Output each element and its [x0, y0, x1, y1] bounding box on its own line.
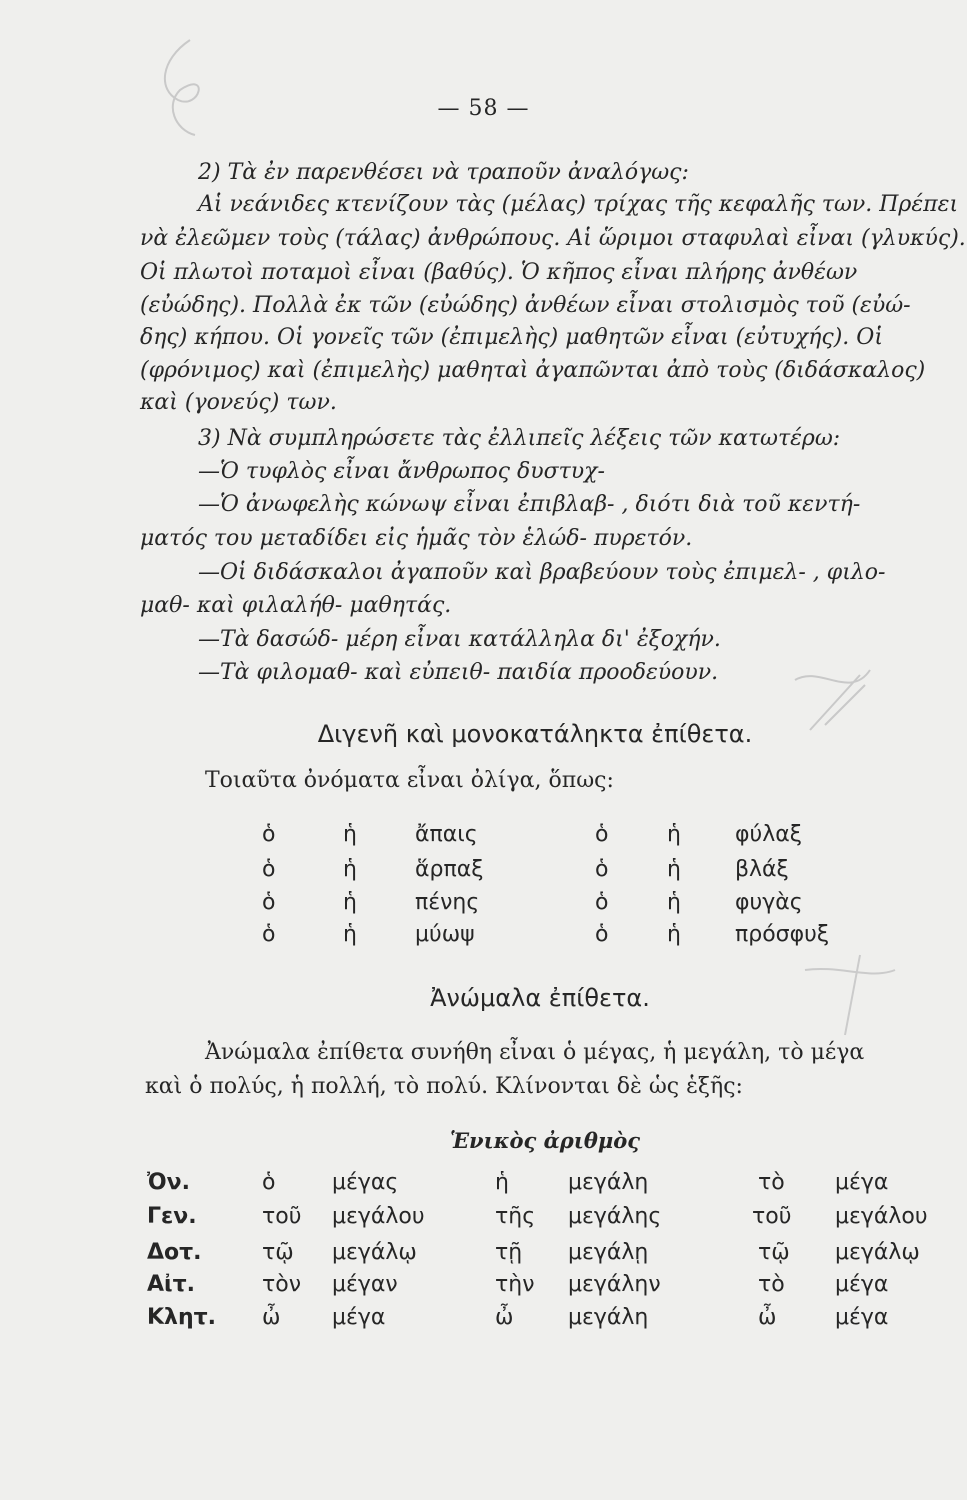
- table-cell: ὦ: [262, 1305, 281, 1330]
- table-cell: μεγάλῳ: [835, 1240, 920, 1265]
- table-cell: μεγάλῳ: [332, 1240, 417, 1265]
- list-item: ἡ: [343, 857, 357, 882]
- exercise2-line-1: 2) Τὰ ἐν παρενθέσει νὰ τραποῦν ἀναλόγως:: [198, 160, 689, 185]
- table-cell: Κλητ.: [147, 1305, 217, 1330]
- list-item: ἡ: [343, 922, 357, 947]
- table-cell: τοῦ: [262, 1204, 302, 1229]
- section1-title: Διγενῆ καὶ μονοκατάληκτα ἐπίθετα.: [317, 720, 753, 748]
- exercise2-line-4: Οἱ πλωτοὶ ποταμοὶ εἶναι (βαθύς). Ὁ κῆπος εἶναι πλήρης ἀνθέων: [140, 260, 858, 285]
- list-item: φύλαξ: [735, 822, 803, 847]
- table-cell: μεγάλου: [332, 1204, 425, 1229]
- table-cell: ὦ: [495, 1305, 514, 1330]
- table-cell: τῇ: [495, 1240, 523, 1265]
- table-cell: τοῦ: [752, 1204, 792, 1229]
- list-item: ἡ: [667, 822, 681, 847]
- table-cell: μέγα: [332, 1305, 386, 1330]
- list-item: βλάξ: [735, 857, 789, 882]
- table-cell: τὸ: [758, 1170, 785, 1195]
- table-cell: τὴν: [495, 1272, 535, 1297]
- list-item: ἡ: [343, 822, 357, 847]
- exercise2-line-7: (φρόνιμος) καὶ (ἐπιμελὴς) μαθηταὶ ἀγαπῶνται ἀπὸ τοὺς (διδάσκαλος): [140, 358, 926, 383]
- table-cell: τῆς: [495, 1204, 536, 1229]
- table-cell: τῷ: [262, 1240, 294, 1265]
- list-item: ὁ: [595, 822, 609, 847]
- table-cell: Δοτ.: [147, 1240, 202, 1265]
- exercise3-line-6: μαθ- καὶ φιλαλήθ- μαθητάς.: [140, 593, 452, 618]
- list-item: ἡ: [667, 857, 681, 882]
- list-item: φυγὰς: [735, 890, 803, 915]
- table-cell: μεγάλου: [835, 1204, 928, 1229]
- table-cell: μέγα: [835, 1170, 889, 1195]
- section2-title: Ἀνώμαλα ἐπίθετα.: [430, 984, 650, 1012]
- exercise3-line-7: —Τὰ δασώδ- μέρη εἶναι κατάλληλα δι' ἐξοχήν.: [198, 627, 721, 652]
- table-cell: μέγα: [835, 1272, 889, 1297]
- table-cell: Γεν.: [147, 1204, 197, 1229]
- exercise2-line-8: καὶ (γονεύς) των.: [140, 390, 337, 415]
- list-item: ἡ: [667, 922, 681, 947]
- section2-line-2: καὶ ὁ πολύς, ἡ πολλή, τὸ πολύ. Κλίνονται δὲ ὡς ἑξῆς:: [145, 1074, 743, 1099]
- pencil-mark-top-left: [150, 30, 230, 140]
- list-item: ἄπαις: [415, 822, 478, 847]
- list-item: πρόσφυξ: [735, 922, 830, 947]
- table-cell: μεγάλη: [568, 1170, 649, 1195]
- list-item: ὁ: [262, 822, 276, 847]
- exercise2-line-3: νὰ ἐλεῶμεν τοὺς (τάλας) ἀνθρώπους. Αἱ ὥριμοι σταφυλαὶ εἶναι (γλυκύς).: [140, 226, 966, 251]
- number-heading: Ἑνικὸς ἀριθμὸς: [449, 1128, 641, 1153]
- table-cell: ὁ: [262, 1170, 276, 1195]
- table-cell: Αἰτ.: [147, 1272, 195, 1297]
- table-cell: μεγάλῃ: [568, 1240, 649, 1265]
- list-item: μύωψ: [415, 922, 475, 947]
- exercise2-line-2: Αἱ νεάνιδες κτενίζουν τὰς (μέλας) τρίχας τῆς κεφαλῆς των. Πρέπει: [198, 192, 959, 217]
- table-cell: Ὀν.: [147, 1170, 190, 1195]
- table-cell: ὦ: [758, 1305, 777, 1330]
- list-item: ὁ: [262, 922, 276, 947]
- table-cell: μέγαν: [332, 1272, 398, 1297]
- table-cell: μέγας: [332, 1170, 399, 1195]
- list-item: ἅρπαξ: [415, 857, 484, 882]
- exercise2-line-6: δης) κήπου. Οἱ γονεῖς τῶν (ἐπιμελὴς) μαθητῶν εἶναι (εὐτυχής). Οἱ: [140, 325, 883, 350]
- table-cell: μεγάλη: [568, 1305, 649, 1330]
- table-cell: τὸ: [758, 1272, 785, 1297]
- list-item: πένης: [415, 890, 480, 915]
- section2-line-1: Ἀνώμαλα ἐπίθετα συνήθη εἶναι ὁ μέγας, ἡ μεγάλη, τὸ μέγα: [205, 1040, 865, 1065]
- list-item: ἡ: [343, 890, 357, 915]
- list-item: ὁ: [595, 890, 609, 915]
- page-number: — 58 —: [437, 96, 530, 121]
- exercise3-line-3: —Ὁ ἀνωφελὴς κώνωψ εἶναι ἐπιβλαβ- , διότι διὰ τοῦ κεντή-: [198, 492, 861, 517]
- list-item: ὁ: [595, 922, 609, 947]
- table-cell: ἡ: [495, 1170, 509, 1195]
- exercise3-line-4: ματός του μεταδίδει εἰς ἡμᾶς τὸν ἑλώδ- πυρετόν.: [140, 526, 693, 551]
- table-cell: μεγάλην: [568, 1272, 661, 1297]
- table-cell: τὸν: [262, 1272, 301, 1297]
- exercise3-line-8: —Τὰ φιλομαθ- καὶ εὐπειθ- παιδία προοδεύουν.: [198, 660, 719, 685]
- table-cell: τῷ: [758, 1240, 790, 1265]
- exercise3-line-2: —Ὁ τυφλὸς εἶναι ἄνθρωπος δυστυχ-: [198, 459, 605, 484]
- list-item: ὁ: [262, 890, 276, 915]
- exercise3-line-5: —Οἱ διδάσκαλοι ἀγαποῦν καὶ βραβεύουν τοὺς ἐπιμελ- , φιλο-: [198, 560, 886, 585]
- exercise2-line-5: (εὐώδης). Πολλὰ ἐκ τῶν (εὐώδης) ἀνθέων εἶναι στολισμὸς τοῦ (εὐώ-: [140, 293, 911, 318]
- table-cell: μεγάλης: [568, 1204, 662, 1229]
- section1-intro: Τοιαῦτα ὀνόματα εἶναι ὀλίγα, ὅπως:: [205, 768, 614, 793]
- exercise3-line-1: 3) Νὰ συμπληρώσετε τὰς ἐλλιπεῖς λέξεις τῶν κατωτέρω:: [198, 426, 841, 451]
- list-item: ὁ: [262, 857, 276, 882]
- list-item: ἡ: [667, 890, 681, 915]
- table-cell: μέγα: [835, 1305, 889, 1330]
- list-item: ὁ: [595, 857, 609, 882]
